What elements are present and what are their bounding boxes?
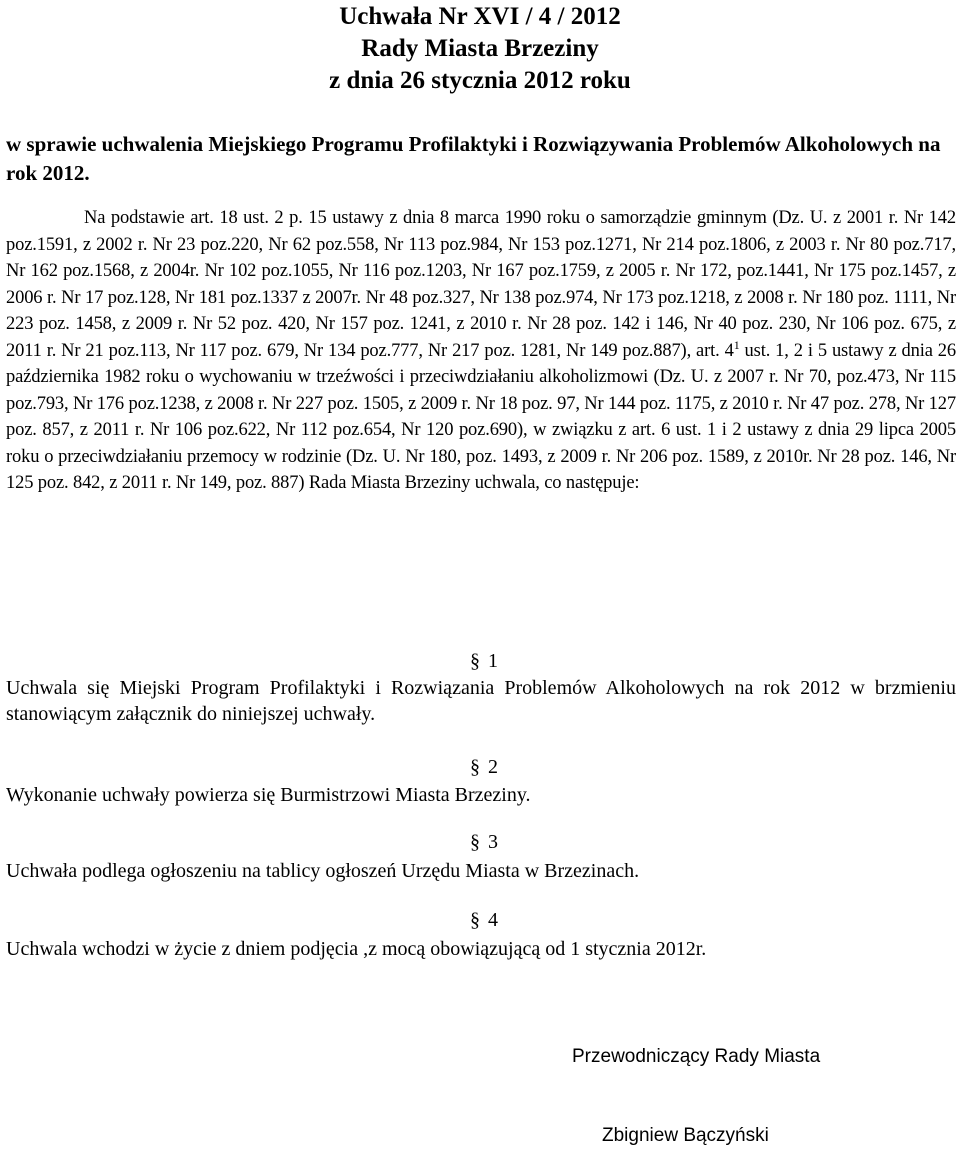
resolution-number: Uchwała Nr XVI / 4 / 2012	[339, 3, 621, 30]
signatory-name: Zbigniew Bączyński	[602, 1125, 769, 1146]
section-symbol: §	[470, 831, 480, 853]
section-2-heading	[470, 754, 510, 780]
section-number: 1	[488, 650, 498, 672]
legal-basis-part1: Na podstawie art. 18 ust. 2 p. 15 ustawy z dnia 8 marca 1990 roku o samorządzie gminnym (Dz. U. z 2001 r. Nr 142 poz.1591, z 2002 r. Nr 23 poz.220, Nr 62 poz.558, Nr 113 poz.984, Nr 153 poz.1271, Nr 214 poz.1806, z 2003 r. Nr 80 poz.717, Nr 162 poz.1568, z 2004r. Nr 102 poz.1055, Nr 116 poz.1203, Nr 167 poz.1759, z 2005 r. Nr 172, poz.1441, Nr 175 poz.1457, z 2006 r. Nr 17 poz.128, Nr 181 poz.1337 z 2007r. Nr 48 poz.327, Nr 138 poz.974, Nr 173 poz.1218, z 2008 r. Nr 180 poz. 1111, Nr 223 poz. 1458, z 2009 r. Nr 52 poz. 420, Nr 157 poz. 1241, z 2010 r. Nr 28 poz. 142 i 146, Nr 40 poz. 230, Nr 106 poz. 675, z 2011 r. Nr 21 poz.113, Nr 117 poz. 679, Nr 134 poz.777, Nr 217 poz. 1281, Nr 149 poz.887), art. 4	[6, 208, 956, 361]
section-number: 3	[488, 831, 498, 853]
section-4-heading	[470, 907, 510, 933]
section-number: 4	[488, 909, 498, 931]
legal-basis-paragraph	[6, 205, 956, 497]
section-1-heading	[470, 648, 510, 674]
article-superscript: 1	[733, 337, 740, 352]
section-2-text: Wykonanie uchwały powierza się Burmistrzowi Miasta Brzeziny.	[6, 784, 531, 806]
section-symbol: §	[470, 650, 480, 672]
signatory-role: Przewodniczący Rady Miasta	[572, 1046, 821, 1067]
section-number: 2	[488, 756, 498, 778]
section-4-text: Uchwala wchodzi w życie z dniem podjęcia ,z mocą obowiązującą od 1 stycznia 2012r.	[6, 938, 707, 960]
council-name: Rady Miasta Brzeziny	[361, 35, 599, 62]
legal-basis-part2: ust. 1, 2 i 5 ustawy z dnia 26 października 1982 roku o wychowaniu w trzeźwości i przeciwdziałaniu alkoholizmowi (Dz. U. z 2007 r. Nr 70, poz.473, Nr 115 poz.793, Nr 176 poz.1238, z 2008 r. Nr 227 poz. 1505, z 2009 r. Nr 18 poz. 97, Nr 144 poz. 1175, z 2010 r. Nr 47 poz. 278, Nr 127 poz. 857, z 2011 r. Nr 106 poz.622, Nr 112 poz.654, Nr 120 poz.690), w związku z art. 6 ust. 1 i 2 ustawy z dnia 29 lipca 2005 roku o przeciwdziałaniu przemocy w rodzinie (Dz. U. Nr 180, poz. 1493, z 2009 r. Nr 206 poz. 1589, z 2010r. Nr 28 poz. 146, Nr 125 poz. 842, z 2011 r. Nr 149, poz. 887) Rada Miasta Brzeziny uchwala, co następuje:	[6, 340, 956, 493]
section-3-heading	[470, 829, 510, 855]
section-symbol: §	[470, 909, 480, 931]
section-1-text: Uchwala się Miejski Program Profilaktyki i Rozwiązania Problemów Alkoholowych na rok 2012 w brzmieniu stanowiącym załącznik do niniejszej uchwały.	[6, 677, 956, 725]
resolution-subject: w sprawie uchwalenia Miejskiego Programu Profilaktyki i Rozwiązywania Problemów Alkoholowych na rok 2012.	[6, 132, 941, 185]
resolution-date: z dnia 26 stycznia 2012 roku	[329, 67, 631, 94]
section-symbol: §	[470, 756, 480, 778]
section-3-text: Uchwała podlega ogłoszeniu na tablicy ogłoszeń Urzędu Miasta w Brzezinach.	[6, 860, 640, 882]
